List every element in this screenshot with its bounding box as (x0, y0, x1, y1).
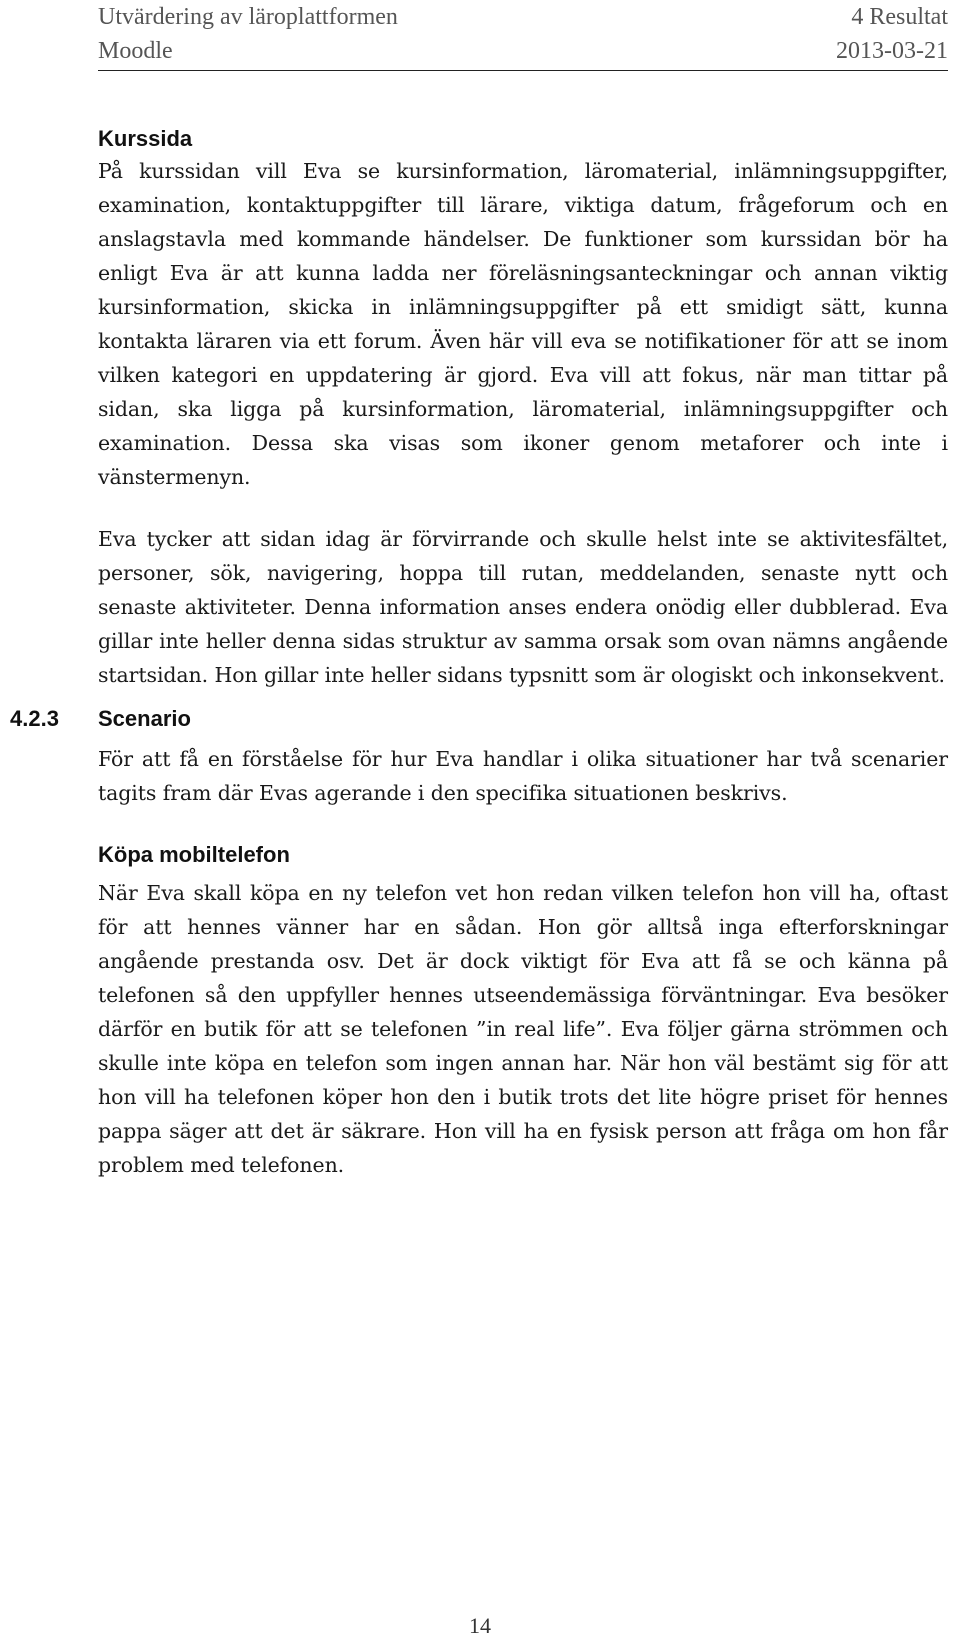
document-subtitle: Moodle (98, 38, 173, 64)
kurssida-paragraph-2: Eva tycker att sidan idag är förvirrande och skulle helst inte se aktivitesfältet, personer, sök, navigering, hoppa till rutan, meddelanden, senaste nytt och senaste aktiviteter. Denna information anses endera onödig eller dubblerad. Eva gillar inte heller denna sidas struktur av samma orsak som ovan nämns angående startsidan. Hon gillar inte heller sidans typsnitt som är ologiskt och inkonsekvent. (98, 527, 948, 687)
document-title: Utvärdering av läroplattformen (98, 4, 398, 30)
scenario-section-heading (10, 704, 948, 734)
paragraph-spacer (98, 494, 948, 522)
scenario-paragraph: För att få en förståelse för hur Eva handlar i olika situationer har två scenarier tagits fram där Evas agerande i den specifika situationen beskrivs. (98, 747, 948, 805)
page-number: 14 (469, 1613, 491, 1638)
scenario-heading: Scenario (98, 706, 191, 731)
page-content (10, 124, 948, 1182)
page-header (98, 0, 948, 71)
section-spacer (98, 810, 948, 840)
kopa-mobiltelefon-heading: Köpa mobiltelefon (98, 842, 290, 867)
document-date: 2013-03-21 (836, 38, 948, 64)
kurssida-heading: Kurssida (98, 126, 193, 151)
header-row-2 (98, 34, 948, 68)
chapter-title: 4 Resultat (851, 4, 948, 30)
kopa-mobiltelefon-paragraph: När Eva skall köpa en ny telefon vet hon redan vilken telefon hon vill ha, oftast för att hennes vänner har en sådan. Hon gör alltså inga efterforskningar angående prestanda osv. Det är dock viktigt för Eva att få se och känna på telefonen så den uppfyller hennes utseendemässiga förväntningar. Eva besöker därför en butik för att se telefonen ”in real life”. Eva följer gärna strömmen och skulle inte köpa en telefon som ingen annan har. När hon väl bestämt sig för att hon vill ha telefonen köper hon den i butik trots det lite högre priset för hennes pappa säger att det är säkrare. Hon vill ha en fysisk person att fråga om hon får problem med telefonen. (98, 881, 948, 1177)
header-row-1 (98, 0, 948, 34)
section-number: 4.2.3 (10, 706, 59, 731)
kurssida-paragraph-1: På kurssidan vill Eva se kursinformation, läromaterial, inlämningsuppgifter, examination, kontaktuppgifter till lärare, viktiga datum, frågeforum och en anslagstavla med kommande händelser. De funktioner som kurssidan bör ha enligt Eva är att kunna ladda ner föreläsningsanteckningar och annan viktig kursinformation, skicka in inlämningsuppgifter på ett smidigt sätt, kunna kontakta läraren via ett forum. Även här vill eva se notifikationer för att se inom vilken kategori en uppdatering är gjord. Eva vill att fokus, när man tittar på sidan, ska ligga på kursinformation, läromaterial, inlämningsuppgifter och examination. Dessa ska visas som ikoner genom metaforer och inte i vänstermenyn. (98, 159, 948, 489)
